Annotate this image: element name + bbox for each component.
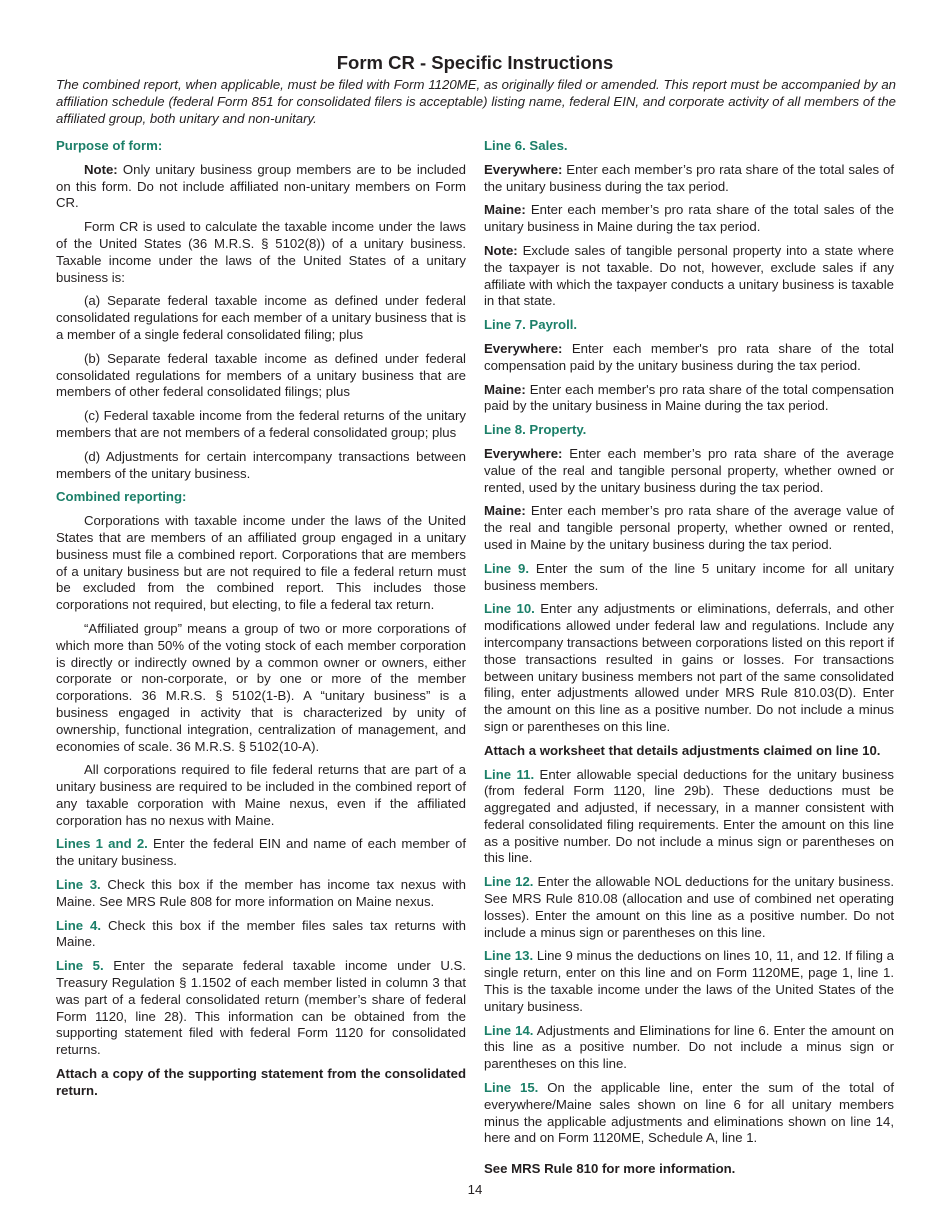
line-5-label: Line 5.	[56, 958, 104, 974]
line-6-maine	[484, 202, 894, 236]
purpose-note	[56, 162, 466, 212]
affiliated-group-paragraph: “Affiliated group” means a group of two or more corporations of which more than 50% of the voting stock of each member corporation is directly or indirectly owned by a common owner or owners, either corporate or non-corporate, or by one or more of the member corporations. 36 M.R.S. § 5102(1-B). A “unitary business” is a business engaged in activity that is characterized by unity of ownership, functional integration, centralization of management, and economies of scale. 36 M.R.S. § 5102(10-A).	[56, 620, 466, 754]
line-14-label: Line 14.	[484, 1022, 534, 1038]
line-5-text: Enter the separate federal taxable income under U.S. Treasury Regulation § 1.1502 of each member listed in column 3 that was part of a federal consolidated return (member’s share of federal Form 1120, line 28). This information can be obtained from the supporting statement filed with federal Form 1120 for consolidated returns.	[56, 958, 467, 1058]
intro-paragraph: The combined report, when applicable, must be filed with Form 1120ME, as originally filed or amended. This report must be accompanied by an affiliation schedule (federal Form 851 for consolidated filers is acceptable) listing name, federal EIN, and corporate activity of all members of the affiliated group, both unitary and non-unitary.	[56, 77, 896, 126]
note-text: Only unitary business group members are to be included on this form. Do not include affiliated non-unitary members on Form CR.	[56, 161, 466, 211]
lines-1-2-instruction	[56, 836, 466, 870]
line-7-everywhere	[484, 341, 894, 375]
line-10-text: Enter any adjustments or eliminations, deferrals, and other modifications allowed under federal law and regulations. Include any intercompany transactions between corporations listed on this report if those transactions resulted in gains or losses. For transactions between unitary business members not part of the same consolidated filing, enter adjustments allowed under MRS Rule 810.03(D). Enter the amount on this line as a positive number. Do not include a minus sign or parentheses on this line.	[484, 601, 894, 734]
line-14-instruction	[484, 1023, 894, 1073]
line-11-text: Enter allowable special deductions for the unitary business (from federal Form 1120, line 29b). These deductions must be aggregated and adjusted, if necessary, in a manner consistent with federal consolidated filing requirements. Enter the amount on this line as a positive number. Do not include a minus sign or parentheses on this line.	[484, 766, 894, 866]
line-6-maine-text: Enter each member’s pro rata share of the total sales of the unitary business in Maine during the tax period.	[484, 202, 894, 235]
page-title: Form CR - Specific Instructions	[336, 52, 614, 73]
line-11-instruction	[484, 767, 894, 868]
line-15-label: Line 15.	[484, 1080, 539, 1096]
line-12-label: Line 12.	[484, 874, 534, 890]
line-5-instruction	[56, 958, 466, 1059]
right-column	[484, 138, 894, 1185]
line-4-instruction	[56, 918, 466, 952]
line-3-label: Line 3.	[56, 877, 101, 893]
all-corporations-paragraph: All corporations required to file federal returns that are part of a unitary business are required to be included in the combined report of any taxable corporation with Maine nexus, even if the affiliated corporation has no nexus with Maine.	[56, 762, 466, 828]
line-13-text: Line 9 minus the deductions on lines 10, 11, and 12. If filing a single return, enter on this line and on Form 1120ME, page 1, line 1. This is the taxable income under the laws of the United States of the unitary business.	[484, 948, 895, 1014]
line-10-label: Line 10.	[484, 601, 535, 617]
attach-copy-note: Attach a copy of the supporting statement from the consolidated return.	[56, 1066, 466, 1098]
line-7-maine-text: Enter each member's pro rata share of the total compensation paid by the unitary business in Maine during the tax period.	[484, 381, 894, 414]
line-8-everywhere-text: Enter each member’s pro rata share of the average value of the real and tangible personal property, whether owned or rented, used by the unitary business during the tax period.	[484, 445, 894, 495]
line-7-heading: Line 7. Payroll.	[484, 317, 578, 333]
line-9-text: Enter the sum of the line 5 unitary income for all unitary business members.	[484, 560, 894, 593]
everywhere-label: Everywhere:	[484, 445, 563, 461]
line-12-instruction	[484, 874, 894, 941]
left-column	[56, 138, 466, 1107]
item-d: (d) Adjustments for certain intercompany transactions between members of the unitary business.	[56, 448, 466, 481]
line-8-heading: Line 8. Property.	[484, 422, 587, 438]
item-b: (b) Separate federal taxable income as defined under federal consolidated regulations for members of a unitary business that are members of other federal consolidated filings; plus	[56, 350, 466, 400]
attach-worksheet-note: Attach a worksheet that details adjustments claimed on line 10.	[484, 742, 881, 758]
item-c: (c) Federal taxable income from the federal returns of the unitary members that are not members of a federal consolidated group; plus	[56, 408, 466, 440]
lines-1-2-text: Enter the federal EIN and name of each member of the unitary business.	[56, 836, 466, 869]
corporations-paragraph: Corporations with taxable income under the laws of the United States that are members of an affiliated group engaged in a unitary business must file a combined report. Corporations that are members of a unitary business but are not required to file a federal return must be excluded from the combined report. This includes those corporations not required, but electing, to file a federal tax return.	[56, 513, 466, 613]
line-7-everywhere-text: Enter each member's pro rata share of the total compensation paid by the unitary business during the tax period.	[484, 340, 894, 373]
line-8-everywhere	[484, 446, 894, 496]
line-13-label: Line 13.	[484, 948, 534, 964]
purpose-heading: Purpose of form:	[56, 138, 163, 153]
form-cr-paragraph: Form CR is used to calculate the taxable income under the laws of the United States (36 M.R.S. § 5102(8)) of a unitary business. Taxable income under the laws of the United States of a unitary business is:	[56, 219, 466, 285]
combined-reporting-heading: Combined reporting:	[56, 489, 187, 505]
line-7-maine	[484, 382, 894, 416]
line-3-instruction	[56, 877, 466, 911]
everywhere-label: Everywhere:	[484, 340, 563, 356]
maine-label: Maine:	[484, 202, 526, 218]
line-6-everywhere	[484, 162, 894, 196]
line-10-instruction	[484, 601, 894, 735]
line-15-instruction	[484, 1080, 894, 1147]
note-label: Note:	[84, 161, 118, 177]
line-14-text: Adjustments and Eliminations for line 6. Enter the amount on this line as a positive number. Do not include a minus sign or parentheses on this line.	[484, 1022, 895, 1072]
everywhere-label: Everywhere:	[484, 161, 563, 177]
line-6-heading: Line 6. Sales.	[484, 138, 568, 153]
line-13-instruction	[484, 948, 894, 1015]
line-12-text: Enter the allowable NOL deductions for the unitary business. See MRS Rule 810.08 (allocation and use of combined net operating losses). Enter the amount on this line as a positive number. Do not include a minus sign or parentheses on this line.	[484, 874, 895, 940]
see-rule-note: See MRS Rule 810 for more information.	[484, 1161, 736, 1177]
line-9-label: Line 9.	[484, 560, 530, 576]
lines-1-2-label: Lines 1 and 2.	[56, 836, 148, 852]
maine-label: Maine:	[484, 503, 526, 519]
line-11-label: Line 11.	[484, 766, 535, 782]
maine-label: Maine:	[484, 381, 526, 397]
line-3-text: Check this box if the member has income tax nexus with Maine. See MRS Rule 808 for more information on Maine nexus.	[56, 877, 466, 909]
line-8-maine	[484, 503, 894, 553]
note-label: Note:	[484, 242, 518, 258]
line-15-text: On the applicable line, enter the sum of the total of everywhere/Maine sales shown on line 6 for all unitary members minus the applicable adjustments and eliminations shown on line 14, here and on Form 1120ME, Schedule A, line 1.	[484, 1080, 895, 1146]
line-4-text: Check this box if the member files sales tax returns with Maine.	[56, 917, 466, 950]
line-6-note-text: Exclude sales of tangible personal property into a state where the taxpayer is not taxable. Do not, however, exclude sales if any affiliate with which the taxpayer conducts a unitary business is taxable in that state.	[484, 242, 894, 309]
line-4-label: Line 4.	[56, 917, 102, 933]
line-8-maine-text: Enter each member’s pro rata share of the average value of the real and tangible personal property, whether owned or rented, used in Maine by the unitary business during the tax period.	[484, 503, 894, 552]
line-6-everywhere-text: Enter each member’s pro rata share of the total sales of the unitary business during the tax period.	[484, 161, 894, 194]
page-number: 14	[467, 1182, 483, 1197]
line-6-note	[484, 243, 894, 310]
item-a: (a) Separate federal taxable income as defined under federal consolidated regulations for each member of a unitary business that is a member of a single federal consolidated filing; plus	[56, 293, 466, 342]
line-9-instruction	[484, 561, 894, 595]
